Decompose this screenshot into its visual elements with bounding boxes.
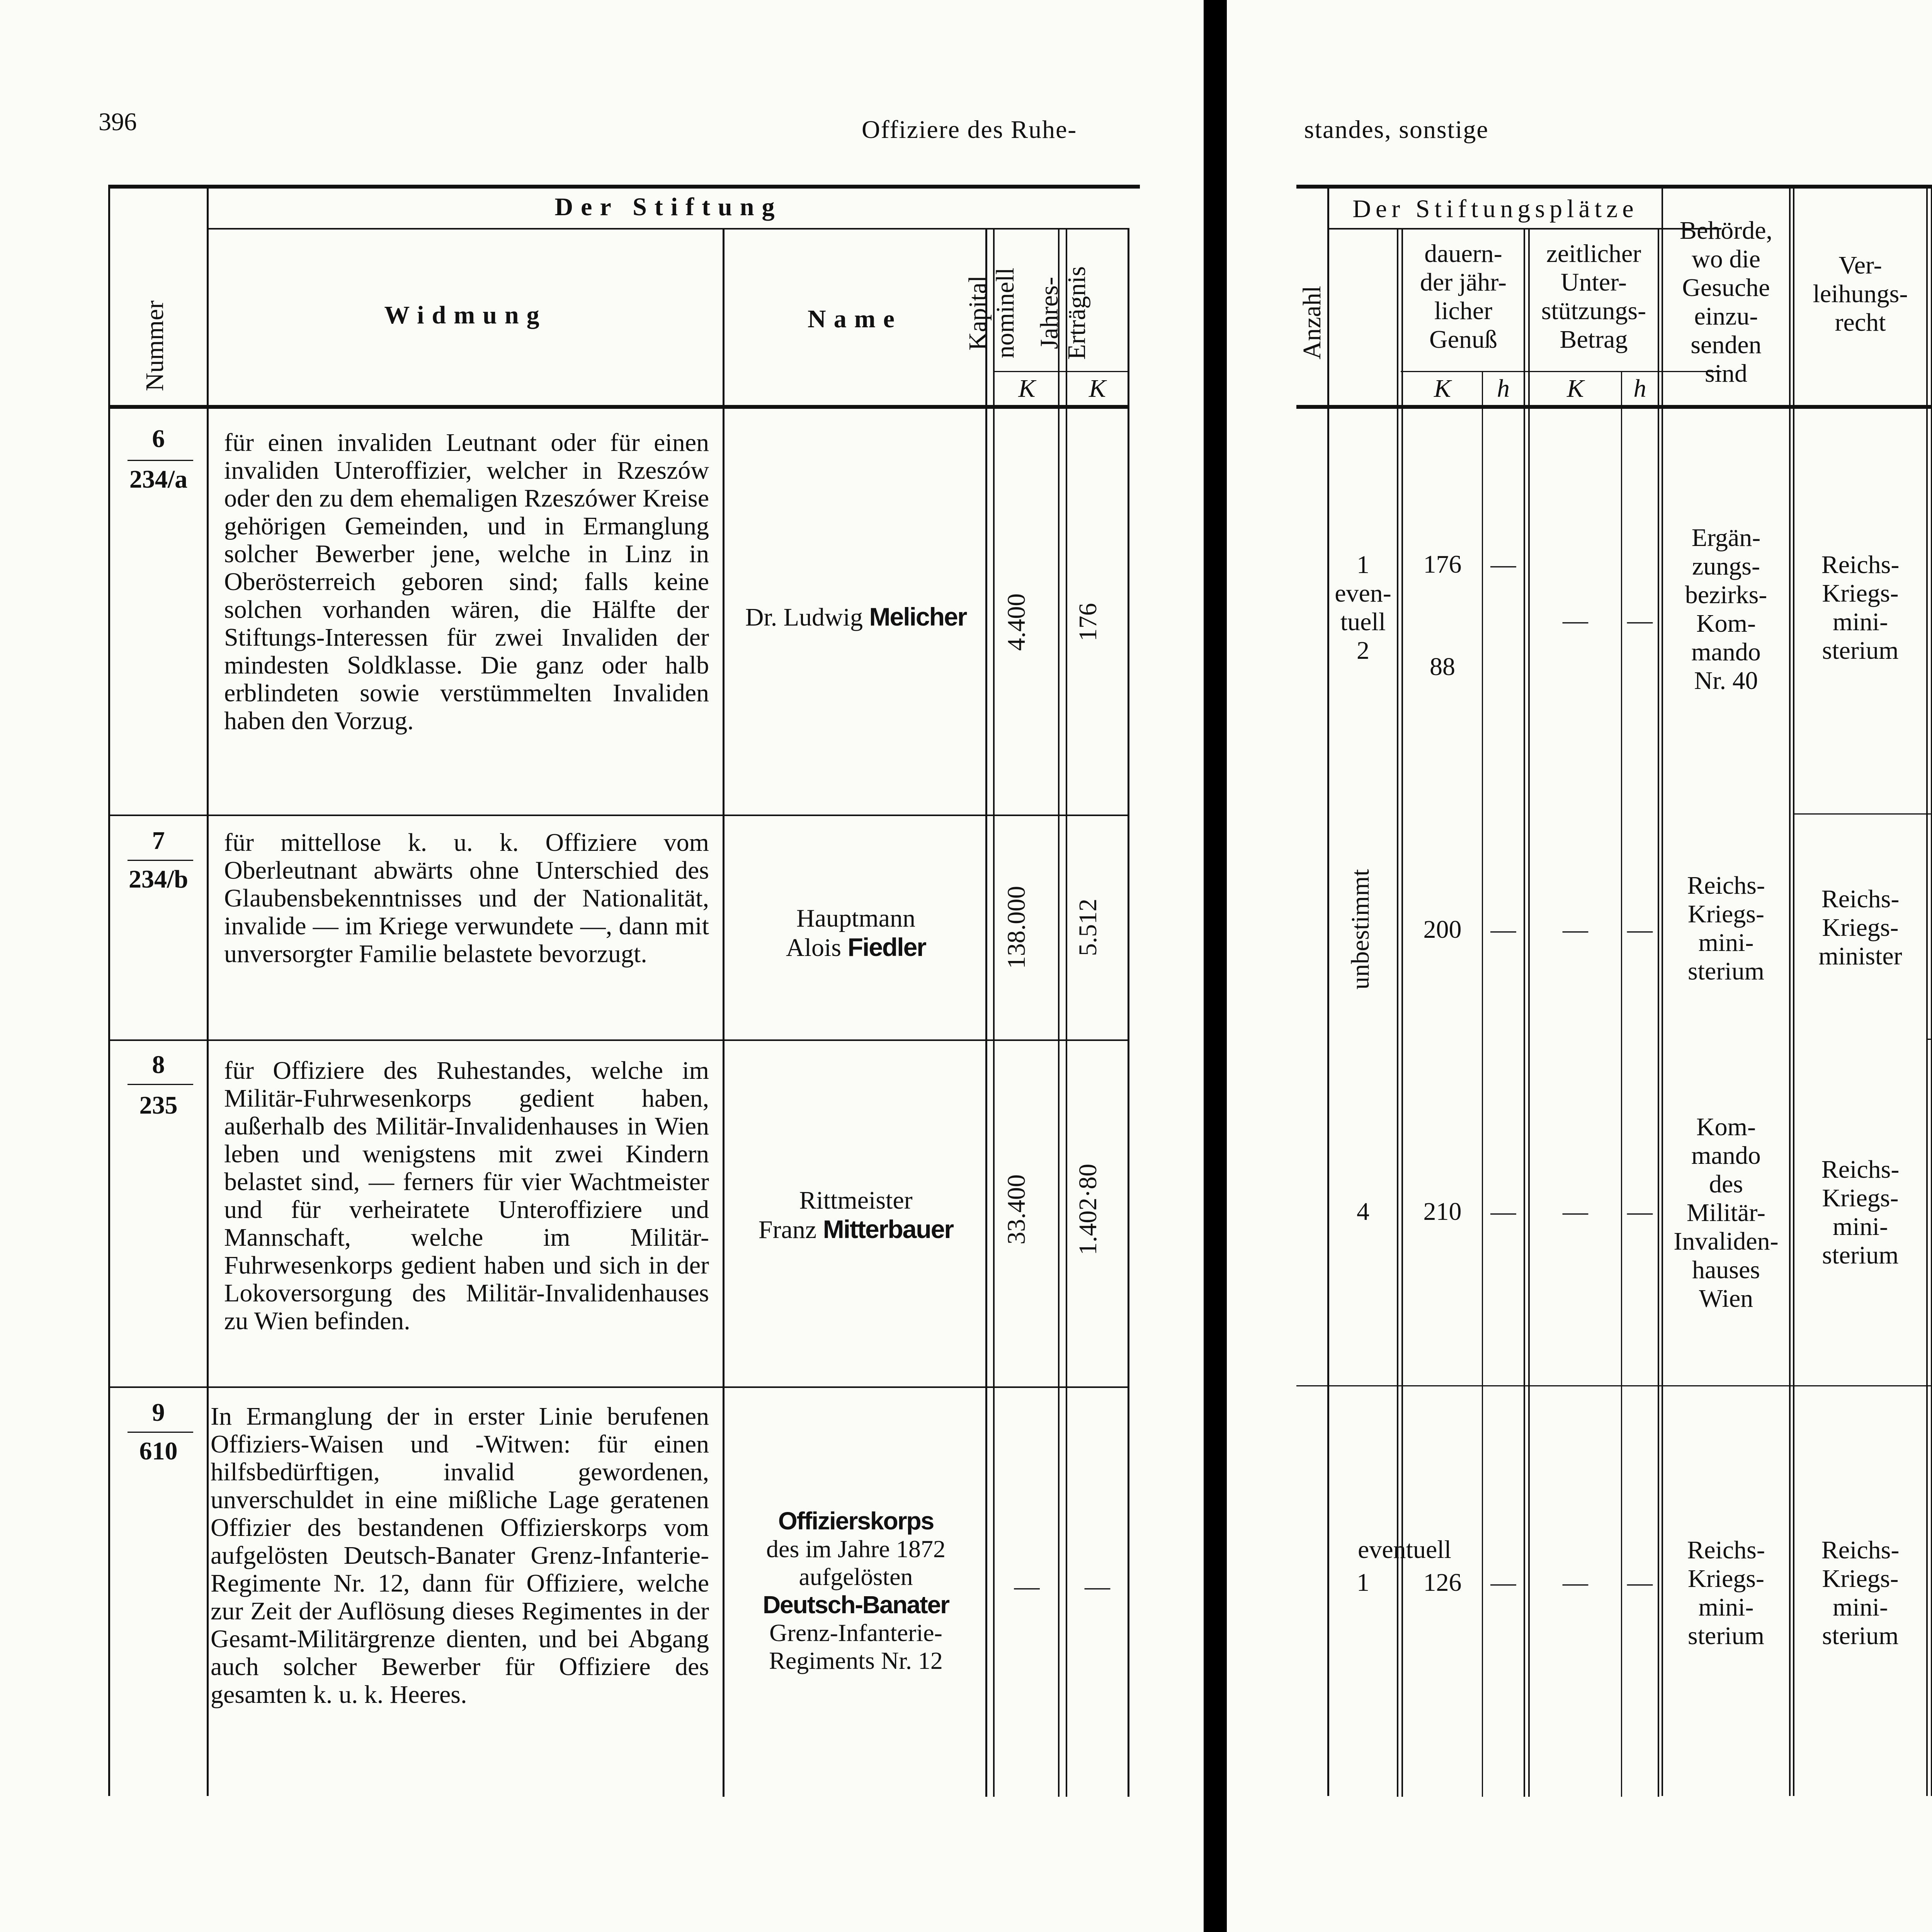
row-rule — [108, 815, 1128, 816]
col-rule — [1058, 228, 1060, 1797]
zeitlicher-h-value: — — [1627, 1568, 1653, 1597]
genuss-h-value: — — [1490, 1197, 1516, 1226]
behoerde-value: Kom- mando des Militär- Invaliden- hauses Wien — [1673, 1113, 1779, 1313]
header-bottom-rule — [1296, 405, 1932, 409]
row-rule — [108, 1386, 1128, 1388]
behoerde-header: Behörde, wo die Gesuche einzu- senden sind — [1679, 216, 1773, 388]
unit-k: K — [1088, 374, 1106, 403]
col-rule — [1528, 228, 1530, 1797]
row-register: 234/b — [128, 865, 189, 893]
stifter-name: Hauptmann Alois Fiedler — [786, 904, 926, 962]
verleihung-value: Reichs- Kriegs- mini- sterium — [1821, 1155, 1900, 1269]
running-head: standes, sonstige — [1304, 116, 1489, 144]
col-rule — [1128, 228, 1129, 1797]
running-head: Offiziere des Ruhe- — [862, 116, 1077, 144]
zeitlicher-value: — — [1563, 1568, 1588, 1597]
row-number: 7 — [152, 827, 165, 855]
genuss-h-value: — — [1490, 915, 1516, 944]
stiftungsplaetze-header: Der Stiftungsplätze — [1352, 195, 1638, 223]
anzahl-eventuell: eventuell — [1358, 1536, 1451, 1564]
nummer-header: Nummer — [141, 300, 169, 391]
row-number: 6 — [152, 425, 165, 453]
col-rule — [207, 185, 209, 1796]
ertraegnis-value: — — [1085, 1572, 1110, 1600]
genuss-value: 126 — [1423, 1568, 1462, 1597]
behoerde-value: Reichs- Kriegs- mini- sterium — [1687, 1536, 1765, 1650]
name-header: Name — [808, 305, 902, 333]
number-divider — [128, 1432, 193, 1433]
widmung-text: In Ermanglung der in erster Linie berufenen Offiziers-Waisen und -Witwen: für einen hilfsbedürftigen, invalid gewordenen, unverschuldet in eine mißliche Lage geratenen Offizier des bestandenen Offizierskorps vom aufgelösten Deutsch-Banater Grenz-Infanterie-Regimente Nr. 12, dann für Offiziere, welche zur Zeit der Auflösung dieses Regimentes in der Gesamt-Militärgrenze dienten, und bei Abgang auch solcher Bewerber für Offiziere des gesamten k. u. k. Heeres. — [211, 1402, 709, 1709]
unit-k: K — [1566, 374, 1584, 403]
col-rule — [993, 228, 995, 1797]
row-number: 9 — [152, 1398, 165, 1427]
unit-h: h — [1633, 374, 1646, 403]
widmung-text: für einen invaliden Leutnant oder für einen invaliden Unteroffizier, welcher in Rzeszów oder den zu dem ehemaligen Rzeszówer Kreise gehörigen Gemeinden, und in Ermanglung solcher Bewerber jene, welche in Linz in Oberösterreich geboren sind; falls keine solchen vorhanden wären, die Hälfte der Stiftungs-Interessen für zwei Invaliden der mindesten Soldklasse. Die ganz oder halb erblindeten sowie verstümmelten Invaliden haben den Vorzug. — [224, 429, 709, 735]
verleihung-value: Reichs- Kriegs- mini- sterium — [1821, 551, 1900, 665]
kapital-value: 4.400 — [1002, 593, 1031, 651]
verleihung-value: Reichs- Kriegs- mini- sterium — [1821, 1536, 1900, 1650]
stifter-name: Rittmeister Franz Mitterbauer — [758, 1186, 954, 1244]
row-rule — [1793, 813, 1932, 815]
widmung-text: für mittellose k. u. k. Offiziere vom Oberleutnant abwärts ohne Unterschied des Glaubensbekenntnisses und der Nationalität, invalide — im Kriege verwundete —, dann mit unversorgter Familie belastete bevorzugt. — [224, 828, 709, 968]
row-rule — [108, 1039, 1128, 1041]
row-register: 234/a — [129, 465, 188, 493]
row-rule — [1926, 1039, 1932, 1040]
kapital-value: 138.000 — [1002, 886, 1031, 969]
col-rule — [1926, 185, 1928, 1796]
anzahl-value: 1 — [1357, 1568, 1369, 1597]
verleihung-value: Reichs- Kriegs- minister — [1818, 885, 1902, 970]
zeitlicher-value: — — [1563, 606, 1588, 634]
unit-h: h — [1497, 374, 1510, 403]
col-rule — [1524, 228, 1525, 1797]
header-bottom-rule — [108, 405, 1128, 409]
anzahl-value: 1 even- tuell 2 — [1335, 551, 1391, 665]
verleihungsrecht-header: Ver- leihungs- recht — [1813, 251, 1908, 337]
ertraegnis-value: 176 — [1074, 603, 1102, 641]
der-stiftung-header: Der Stiftung — [554, 193, 782, 221]
col-rule — [1658, 228, 1659, 1797]
genuss-value: 210 — [1423, 1197, 1462, 1226]
zeitlicher-value: — — [1563, 1197, 1588, 1226]
jahres-header: Jahres- Erträgnis — [1035, 266, 1091, 360]
col-rule — [1327, 185, 1329, 1796]
row-register: 235 — [139, 1091, 178, 1119]
number-divider — [128, 1084, 193, 1085]
genuss-value: 200 — [1423, 915, 1462, 944]
ertraegnis-value: 5.512 — [1074, 898, 1102, 956]
unit-k: K — [1434, 374, 1451, 403]
zeitlicher-value: — — [1563, 915, 1588, 944]
header-subrule — [209, 228, 1128, 230]
widmung-text: für Offiziere des Ruhestandes, welche im Militär-Fuhrwesenkorps gedient haben, außerhalb des Militär-Invalidenhauses in Wien leben und wenigstens mit zwei Kindern belastet sind, — ferners für vier Wachtmeister und für verheiratete Unteroffiziere und Mannschaft, welche im Militär-Fuhrwesenkorps gedient haben und sich in der Lokoversorgung des Militär-Invalidenhauses zu Wien befinden. — [224, 1056, 709, 1335]
row-rule — [1296, 1385, 1932, 1386]
right-page — [1227, 0, 1932, 1932]
genuss-h-value: — — [1490, 1568, 1516, 1597]
behoerde-value: Ergän- zungs- bezirks- Kom- mando Nr. 40 — [1685, 524, 1767, 695]
anzahl-value: 4 — [1357, 1197, 1369, 1226]
genuss-value: 88 — [1430, 653, 1455, 681]
kapital-value: — — [1014, 1572, 1040, 1600]
number-divider — [128, 860, 193, 861]
row-register: 610 — [139, 1437, 178, 1465]
top-rule — [1296, 185, 1932, 189]
kapital-value: 33.400 — [1002, 1174, 1031, 1245]
zeitlicher-h-value: — — [1627, 606, 1653, 634]
unit-k: K — [1018, 374, 1036, 403]
genuss-value: 176 — [1423, 550, 1462, 578]
ertraegnis-value: 1.402·80 — [1074, 1163, 1102, 1255]
zeitlicher-h-value: — — [1627, 1197, 1653, 1226]
number-divider — [128, 460, 193, 461]
widmung-header: Widmung — [384, 301, 547, 329]
zeitlicher-betrag-header: zeitlicher Unter- stützungs- Betrag — [1541, 240, 1646, 354]
stifter-name: Dr. Ludwig Melicher — [745, 602, 967, 631]
top-rule — [108, 185, 1140, 189]
dauernder-genuss-header: dauern- der jähr- licher Genuß — [1420, 240, 1507, 354]
col-rule — [1066, 228, 1067, 1797]
anzahl-value: unbestimmt — [1346, 869, 1374, 990]
kapital-header: Kapital nominell — [964, 267, 1020, 359]
row-number: 8 — [152, 1051, 165, 1079]
zeitlicher-h-value: — — [1627, 915, 1653, 944]
anzahl-header: Anzahl — [1298, 286, 1326, 360]
behoerde-value: Reichs- Kriegs- mini- sterium — [1687, 871, 1765, 985]
stifter-name: Offizierskorps des im Jahre 1872 aufgelösten Deutsch-Banater Grenz-Infanterie- Regiments Nr. 12 — [762, 1507, 949, 1674]
col-rule — [1789, 185, 1791, 1796]
page-number: 396 — [99, 108, 137, 136]
genuss-h-value: — — [1490, 550, 1516, 578]
